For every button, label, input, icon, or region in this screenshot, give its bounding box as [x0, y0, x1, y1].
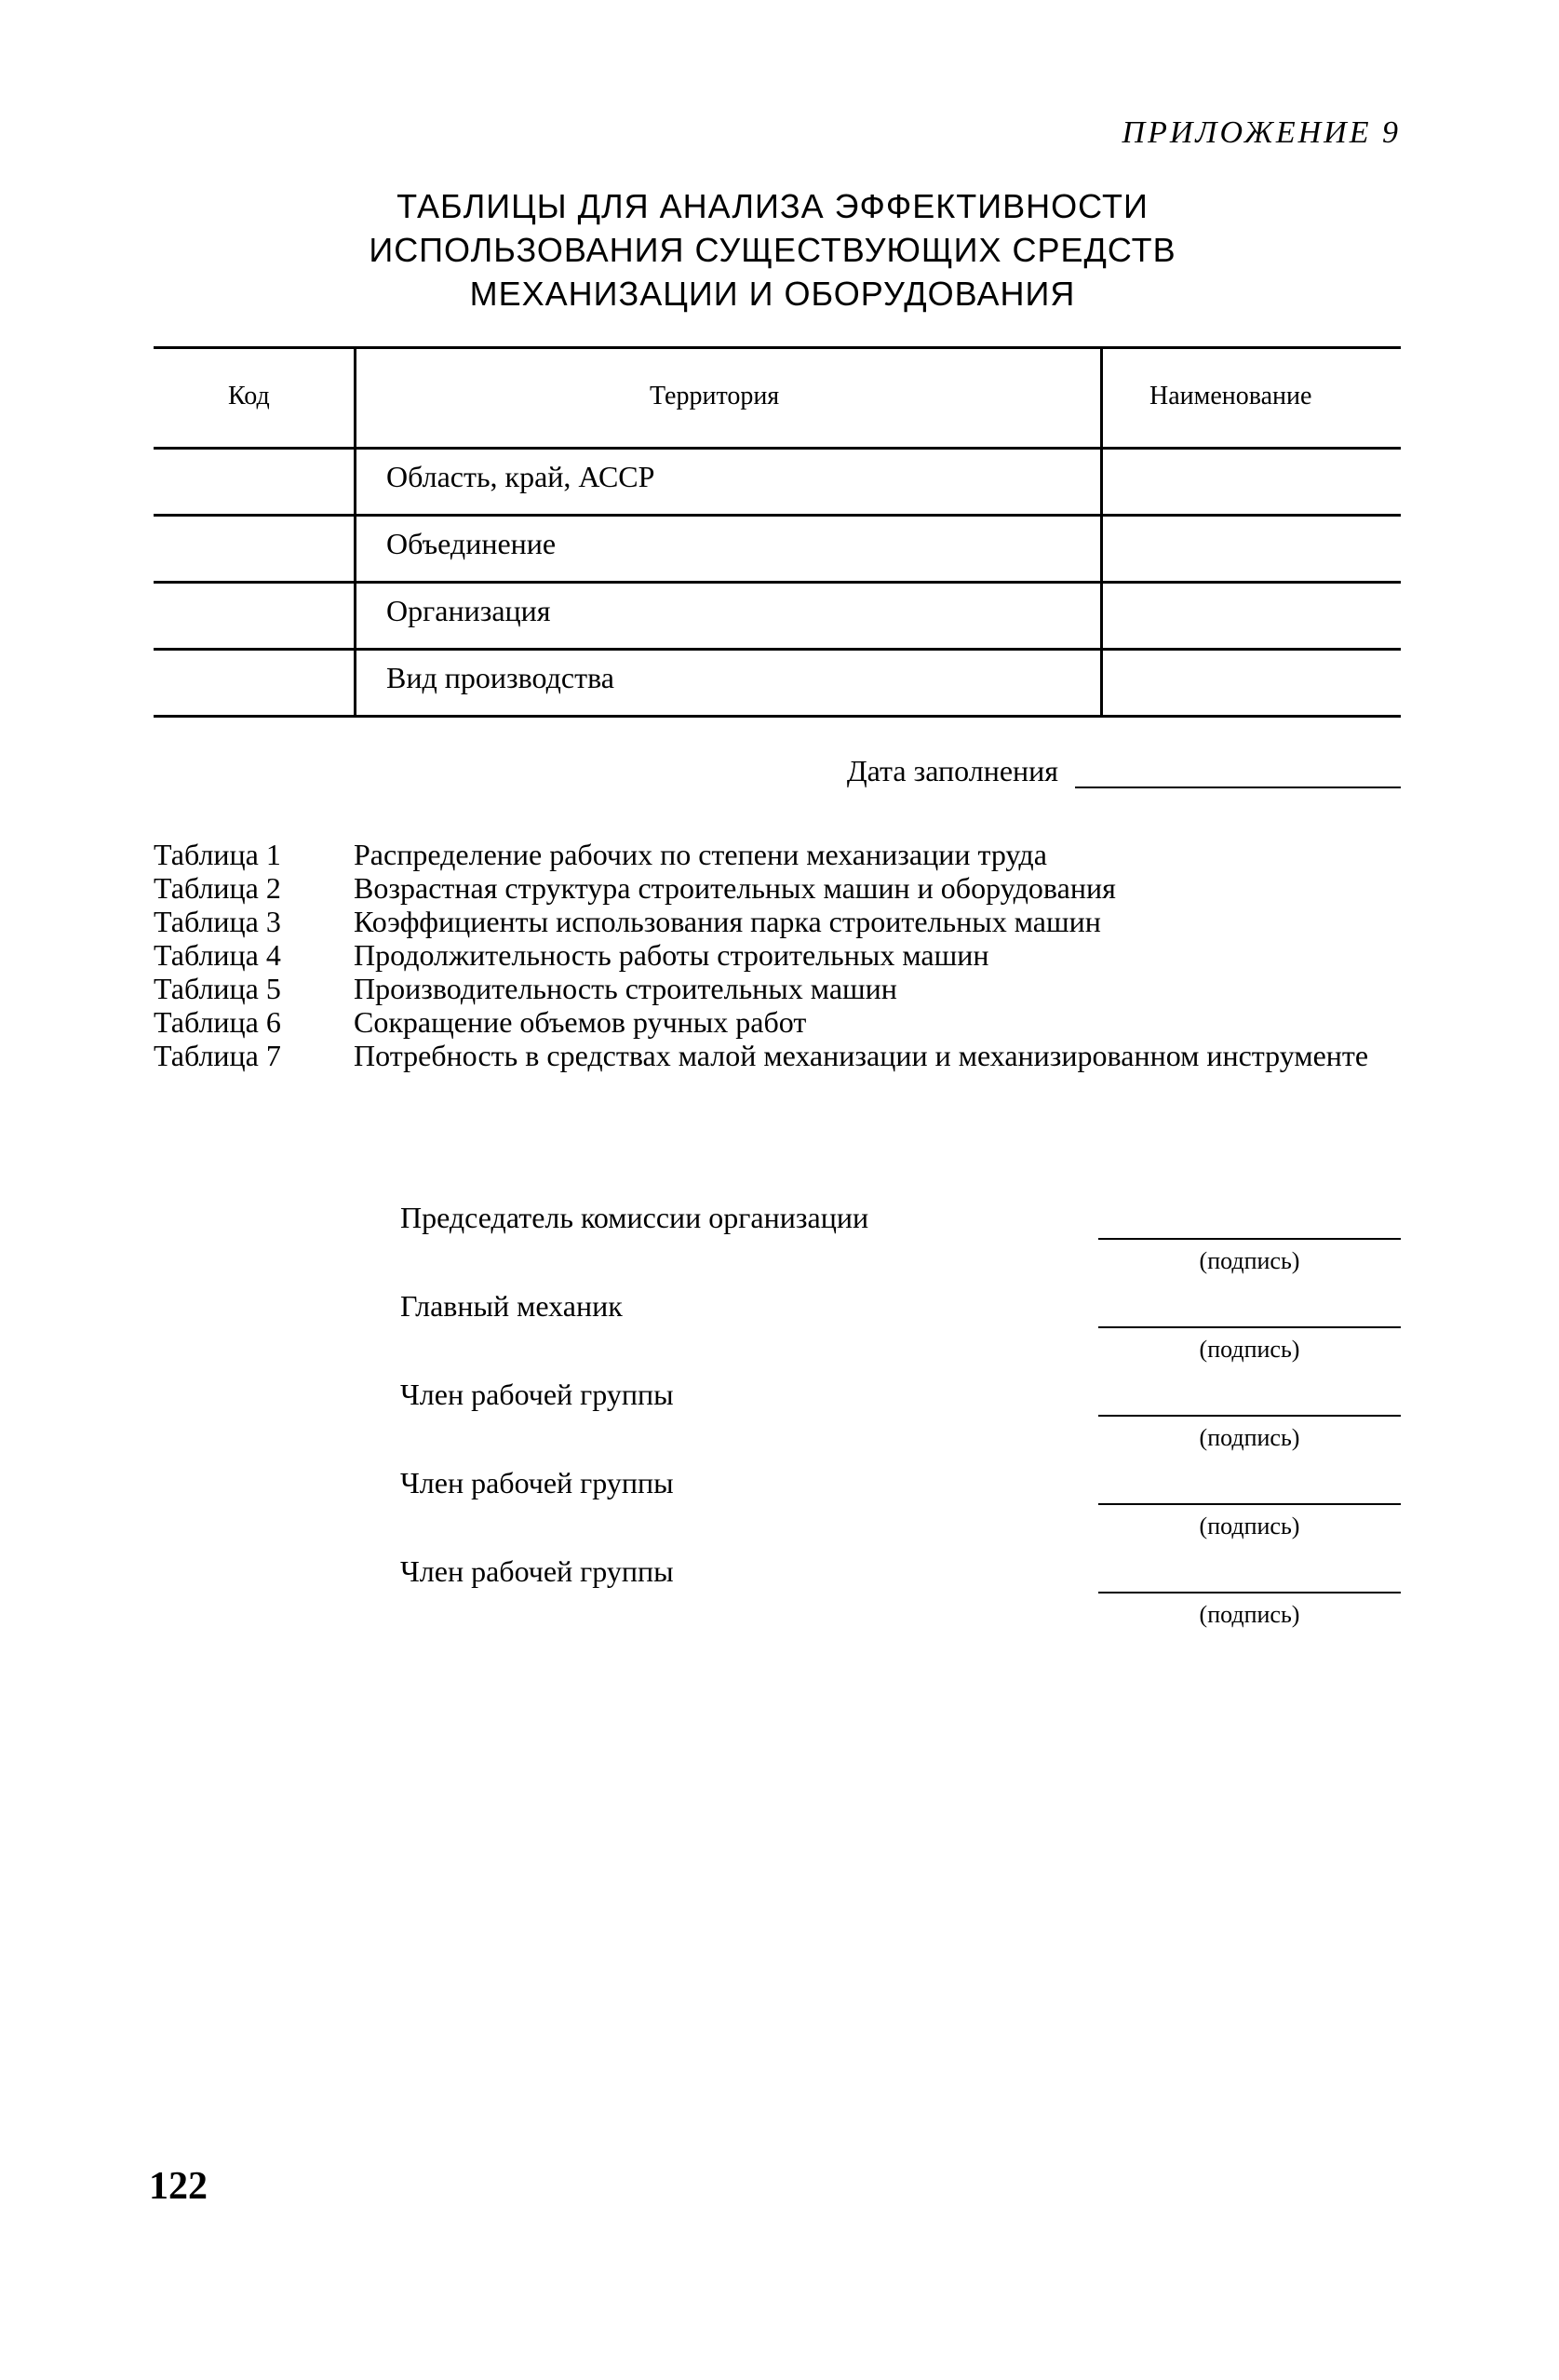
signer-role: Член рабочей группы — [400, 1466, 674, 1499]
table-number: Таблица 5 — [154, 972, 281, 1005]
table-description: Коэффициенты использования парка строительных машин — [354, 905, 1101, 938]
table-rule — [154, 581, 1401, 584]
column-header-code: Код — [228, 382, 270, 410]
table-divider — [354, 346, 356, 715]
fill-date-blank[interactable] — [1075, 759, 1401, 788]
signature-caption: (подпись) — [1199, 1424, 1300, 1451]
list-item — [154, 972, 1401, 1005]
list-item — [154, 871, 1401, 905]
signature-line[interactable] — [1098, 1503, 1401, 1505]
signer-role: Председатель комиссии организации — [400, 1201, 869, 1234]
list-item — [154, 1039, 1401, 1072]
signature-row — [400, 1378, 1401, 1471]
table-number: Таблица 6 — [154, 1005, 281, 1039]
table-number: Таблица 7 — [154, 1039, 281, 1072]
signature-row — [400, 1201, 1401, 1294]
signer-role: Член рабочей группы — [400, 1378, 674, 1411]
table-description: Потребность в средствах малой механизации и механизированном инструменте — [354, 1039, 1369, 1072]
appendix-label: ПРИЛОЖЕНИЕ 9 — [1122, 115, 1401, 150]
table-row-label: Организация — [386, 594, 551, 627]
signature-line[interactable] — [1098, 1238, 1401, 1240]
table-number: Таблица 1 — [154, 838, 281, 871]
list-item — [154, 938, 1401, 972]
signature-caption: (подпись) — [1199, 1247, 1300, 1274]
table-row-label: Объединение — [386, 527, 557, 560]
table-description: Возрастная структура строительных машин и оборудования — [354, 871, 1116, 905]
table-rule — [154, 648, 1401, 651]
tables-list — [154, 838, 1401, 1072]
list-item — [154, 905, 1401, 938]
signature-caption: (подпись) — [1199, 1336, 1300, 1363]
table-rule — [154, 447, 1401, 450]
column-header-name: Наименование — [1149, 382, 1312, 410]
signature-row — [400, 1289, 1401, 1382]
signature-caption: (подпись) — [1199, 1513, 1300, 1540]
list-item — [154, 1005, 1401, 1039]
document-title — [307, 184, 1238, 316]
table-rule — [154, 346, 1401, 349]
signature-caption: (подпись) — [1199, 1601, 1300, 1628]
signature-row — [400, 1554, 1401, 1647]
signature-row — [400, 1466, 1401, 1559]
fill-date-field — [847, 754, 1401, 788]
signature-line[interactable] — [1098, 1592, 1401, 1593]
list-item — [154, 838, 1401, 871]
title-line: ТАБЛИЦЫ ДЛЯ АНАЛИЗА ЭФФЕКТИВНОСТИ — [396, 187, 1149, 225]
table-description: Продолжительность работы строительных машин — [354, 938, 989, 972]
signer-role: Главный механик — [400, 1289, 623, 1323]
table-divider — [1100, 346, 1103, 715]
signer-role: Член рабочей группы — [400, 1554, 674, 1588]
table-description: Сокращение объемов ручных работ — [354, 1005, 807, 1039]
fill-date-label: Дата заполнения — [846, 754, 1058, 787]
table-description: Распределение рабочих по степени механизации труда — [354, 838, 1047, 871]
table-row-label: Вид производства — [386, 661, 614, 694]
signature-line[interactable] — [1098, 1326, 1401, 1328]
table-number: Таблица 4 — [154, 938, 281, 972]
table-rule — [154, 715, 1401, 718]
table-rule — [154, 514, 1401, 517]
signature-line[interactable] — [1098, 1415, 1401, 1417]
column-header-territory: Территория — [650, 382, 780, 410]
table-description: Производительность строительных машин — [354, 972, 897, 1005]
title-line: ИСПОЛЬЗОВАНИЯ СУЩЕСТВУЮЩИХ СРЕДСТВ — [369, 231, 1176, 269]
table-row-label: Область, край, АССР — [386, 460, 655, 493]
table-number: Таблица 3 — [154, 905, 281, 938]
title-line: МЕХАНИЗАЦИИ И ОБОРУДОВАНИЯ — [469, 275, 1076, 313]
table-number: Таблица 2 — [154, 871, 281, 905]
page-number: 122 — [149, 2165, 208, 2208]
